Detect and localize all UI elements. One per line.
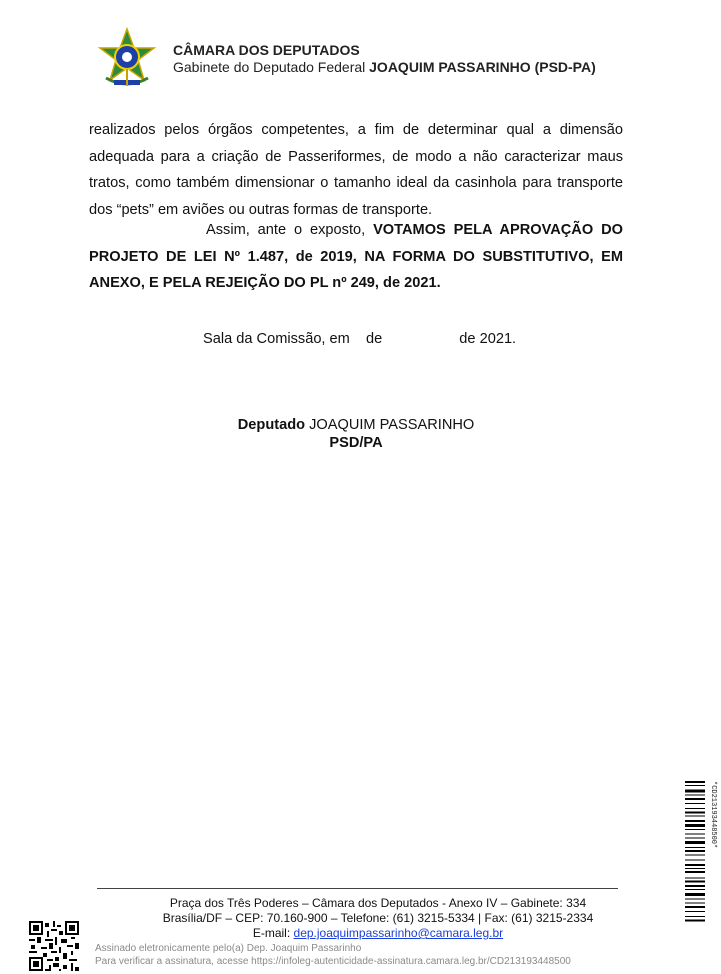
deputy-name: JOAQUIM PASSARINHO (PSD-PA)	[369, 59, 596, 75]
document-header	[96, 28, 636, 90]
p1-line-4: dos “pets” em aviões ou outras formas de transporte.	[89, 201, 433, 218]
signer-name: JOAQUIM PASSARINHO	[305, 417, 475, 433]
p2-line-3	[89, 270, 623, 297]
signed-electronically-text: Assinado eletronicamente pelo(a) Dep. Joaquim Passarinho	[95, 943, 362, 954]
barcode-bar	[685, 816, 705, 817]
email-line	[97, 926, 659, 941]
vote-bold-3: ANEXO, E PELA REJEIÇÃO DO PL nº 249, de 2021.	[89, 275, 441, 291]
vote-bold-2: PROJETO DE LEI Nº 1.487, de 2019, NA FORMA DO SUBSTITUTIVO, EM	[89, 248, 623, 265]
email-link[interactable]: dep.joaquimpassarinho@camara.leg.br	[293, 926, 504, 940]
barcode-bar	[685, 893, 705, 896]
p1-line-1: realizados pelos órgãos competentes, a fim de determinar qual a dimensão	[89, 122, 623, 138]
signature-block	[160, 416, 552, 452]
barcode-bar	[685, 871, 705, 873]
barcode-bar	[685, 850, 705, 852]
barcode-bar	[685, 854, 705, 855]
barcode-bar	[685, 903, 705, 904]
footer-divider	[97, 888, 618, 889]
barcode-bar	[685, 789, 705, 792]
p2-line-2	[89, 244, 623, 271]
barcode-bar	[685, 898, 705, 899]
barcode-bar	[685, 785, 705, 786]
signer-party: PSD/PA	[329, 435, 383, 451]
barcode-bar	[685, 795, 705, 796]
barcode-bar	[685, 916, 705, 917]
barcode-bar	[685, 881, 705, 883]
barcode-bar	[685, 911, 705, 912]
barcode-bar	[685, 906, 705, 908]
signature-note	[95, 942, 571, 968]
vote-lead: Assim, ante o exposto,	[206, 222, 374, 238]
barcode-bar	[685, 838, 705, 839]
office-line	[173, 59, 596, 76]
address-line-2: Brasília/DF – CEP: 70.160-900 – Telefone: (61) 3215-5334 | Fax: (61) 3215-2334	[162, 911, 594, 925]
barcode-bar	[685, 833, 705, 834]
barcode-bar	[685, 885, 705, 887]
p1-line-3: tratos, como também dimensionar o tamanho ideal da casinhola para transporte	[89, 175, 623, 191]
barcode-bar	[685, 820, 705, 822]
barcode-bar	[685, 860, 705, 861]
barcode-bar	[685, 877, 705, 878]
barcode-bar	[685, 889, 705, 890]
footer-address	[97, 896, 659, 941]
p2-line-1	[89, 217, 623, 244]
barcode-bar	[685, 868, 705, 869]
brazil-coat-of-arms-icon	[96, 28, 158, 90]
barcode-bar	[685, 781, 705, 783]
email-label: E-mail:	[252, 926, 294, 940]
barcode-bar	[685, 841, 705, 844]
barcode-bar	[685, 829, 705, 830]
barcode-bar	[685, 824, 705, 827]
document-barcode	[685, 779, 715, 969]
address-line-1: Praça dos Três Poderes – Câmara dos Deputados - Anexo IV – Gabinete: 334	[169, 896, 587, 910]
barcode-bar	[685, 847, 705, 848]
paragraph-vote	[89, 217, 623, 297]
verify-signature-text: Para verificar a assinatura, acesse https://infoleg-autenticidade-assinatura.camara.leg.br/CD213193448500	[95, 956, 571, 967]
barcode-bar	[685, 919, 705, 921]
qr-code	[29, 921, 79, 971]
barcode-bar	[685, 864, 705, 866]
signer-title: Deputado	[237, 417, 306, 433]
header-text	[173, 42, 596, 76]
chamber-name: CÂMARA DOS DEPUTADOS	[173, 42, 360, 58]
office-prefix: Gabinete do Deputado Federal	[173, 59, 370, 75]
vote-bold-1: VOTAMOS PELA APROVAÇÃO DO	[373, 222, 623, 238]
signer-line	[160, 416, 552, 434]
paragraph-continuation	[89, 117, 623, 223]
barcode-bar	[685, 803, 705, 804]
barcode-bar	[685, 798, 705, 800]
p1-line-2: adequada para a criação de Passeriformes, de modo a não caracterizar maus	[89, 148, 623, 165]
barcode-bar	[685, 808, 705, 809]
place-date: Sala da Comissão, em de de 2021.	[203, 331, 517, 347]
barcode-bar	[685, 811, 705, 813]
barcode-text: *CD213193448500*	[709, 781, 717, 849]
